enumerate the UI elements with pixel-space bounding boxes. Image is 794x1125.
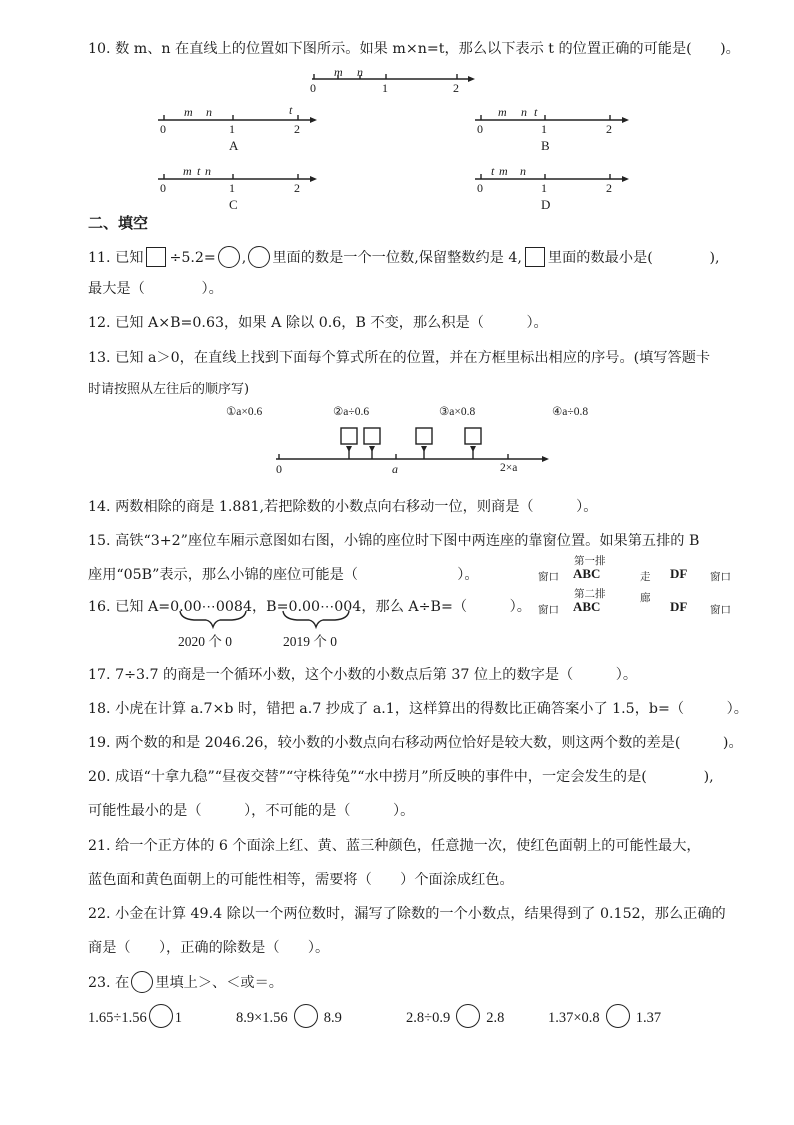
q23-text: 23. 在 里填上＞、＜或＝。 <box>88 971 283 993</box>
q21-line2: 蓝色面和黄色面朝上的可能性相等，需要将（ ）个面涂成红色。 <box>88 872 514 888</box>
option-b: B <box>541 138 550 153</box>
seats-abc-1: ABC <box>573 566 601 581</box>
answer-box-3 <box>416 428 432 444</box>
a-m: m <box>184 105 193 119</box>
q14-text: 14. 两数相除的商是 1.881,若把除数的小数点向右移动一位，则商是（ ）。 <box>88 499 598 515</box>
q22-line2: 商是（ ），正确的除数是（ ）。 <box>88 940 330 956</box>
d-0: 0 <box>477 181 483 195</box>
aisle-2: 廊 <box>640 592 651 604</box>
a-2: 2 <box>294 122 300 136</box>
b-n: n <box>521 105 527 119</box>
option-d: D <box>541 197 551 212</box>
c-t: t <box>197 164 201 178</box>
q11-line2: 最大是（ ）。 <box>88 281 223 297</box>
option-c: C <box>229 197 238 212</box>
b-m: m <box>498 105 507 119</box>
brace-1-label: 2020 个 0 <box>178 634 232 649</box>
q13-line2: 时请按照从左往后的顺序写) <box>88 382 250 397</box>
a-n: n <box>206 105 212 119</box>
d-n: n <box>520 164 526 178</box>
c-0: 0 <box>160 181 166 195</box>
top-2: 2 <box>453 81 459 95</box>
q12-text: 12. 已知 A×B=0.63，如果 A 除以 0.6，B 不变，那么积是（ ）。 <box>88 315 548 331</box>
a-1: 1 <box>229 122 235 136</box>
q15-line1: 15. 高铁“3+2”座位车厢示意图如右图，小锦的座位时下图中两连座的靠窗位置。如果第五排的 B <box>88 533 700 549</box>
expr-4: ④a÷0.8 <box>552 406 589 418</box>
expr-2: ②a÷0.6 <box>333 406 370 418</box>
top-n: n <box>357 65 363 79</box>
q18-text: 18. 小虎在计算 a.7×b 时，错把 a.7 抄成了 a.1，这样算出的得数比正确答案小了 1.5，b=（ ）。 <box>88 701 748 717</box>
window-right-2: 窗口 <box>710 604 731 616</box>
b-0: 0 <box>477 122 483 136</box>
q23-compare-2: 8.9×1.56 8.9 <box>236 1004 342 1028</box>
window-left-2: 窗口 <box>538 604 559 616</box>
compare-circle <box>606 1004 630 1028</box>
square-blank <box>525 247 545 267</box>
q17-text: 17. 7÷3.7 的商是一个循环小数，这个小数的小数点后第 37 位上的数字是（ ）。 <box>88 667 638 683</box>
top-0: 0 <box>310 81 316 95</box>
d-1: 1 <box>541 181 547 195</box>
top-1: 1 <box>382 81 388 95</box>
q13-a: a <box>392 462 398 476</box>
expr-3: ③a×0.8 <box>439 406 476 418</box>
a-0: 0 <box>160 122 166 136</box>
row-2-label: 第二排 <box>574 588 606 600</box>
d-m: m <box>499 164 508 178</box>
q19-text: 19. 两个数的和是 2046.26，较小数的小数点向右移动两位恰好是较大数，则这两个数的差是( )。 <box>88 735 743 751</box>
top-m: m <box>334 65 343 79</box>
square-blank <box>146 247 166 267</box>
q11-line1: 11. 已知 ÷5.2= , 里面的数是一个一位数,保留整数约是 4, 里面的数最小是( ), <box>88 246 720 268</box>
expr-1: ①a×0.6 <box>226 406 263 418</box>
q20-line1: 20. 成语“十拿九稳”“昼夜交替”“守株待兔”“水中捞月”所反映的事件中，一定会发生的是( ), <box>88 769 714 785</box>
q20-line2: 可能性最小的是（ ），不可能的是（ ）。 <box>88 803 415 819</box>
q22-line1: 22. 小金在计算 49.4 除以一个两位数时，漏写了除数的一个小数点，结果得到了 0.152，那么正确的 <box>88 906 726 922</box>
compare-circle <box>149 1004 173 1028</box>
d-2: 2 <box>606 181 612 195</box>
q13-zero: 0 <box>276 462 282 476</box>
q23-compare-3: 2.8÷0.9 2.8 <box>406 1004 504 1028</box>
circle-blank <box>248 246 270 268</box>
compare-circle <box>456 1004 480 1028</box>
brace-2-label: 2019 个 0 <box>283 634 337 649</box>
option-a: A <box>229 138 239 153</box>
seats-df-1: DF <box>670 566 688 581</box>
circle-blank <box>218 246 240 268</box>
q13-2a: 2×a <box>500 462 518 474</box>
c-1: 1 <box>229 181 235 195</box>
circle-blank <box>131 971 153 993</box>
q15-line2: 座用“05B”表示，那么小锦的座位可能是（ ）。 <box>88 567 479 583</box>
c-m: m <box>183 164 192 178</box>
q16-text: 16. 已知 A=0.00⋯0084，B=0.00⋯004，那么 A÷B=（ ）。 <box>88 599 531 615</box>
q23-compare-1: 1.65÷1.56 1 <box>88 1004 182 1028</box>
window-right-1: 窗口 <box>710 571 731 583</box>
q10-text: 10. 数 m、n 在直线上的位置如下图所示。如果 m×n=t，那么以下表示 t 的位置正确的可能是( )。 <box>88 41 740 57</box>
q13-text: 13. 已知 a＞0，在直线上找到下面每个算式所在的位置，并在方框里标出相应的序号。(填写答题卡 <box>88 350 711 366</box>
b-t: t <box>534 105 538 119</box>
a-t: t <box>289 103 293 117</box>
seats-df-2: DF <box>670 599 688 614</box>
q21-line1: 21. 给一个正方体的 6 个面涂上红、黄、蓝三种颜色，任意抛一次，使红色面朝上的可能性最大， <box>88 838 701 854</box>
answer-box-1 <box>341 428 357 444</box>
c-2: 2 <box>294 181 300 195</box>
q23-compare-4: 1.37×0.8 1.37 <box>548 1004 661 1028</box>
d-t: t <box>491 164 495 178</box>
aisle-1: 走 <box>640 571 651 583</box>
c-n: n <box>205 164 211 178</box>
answer-box-4 <box>465 428 481 444</box>
window-left-1: 窗口 <box>538 571 559 583</box>
seats-abc-2: ABC <box>573 599 601 614</box>
b-2: 2 <box>606 122 612 136</box>
compare-circle <box>294 1004 318 1028</box>
section-heading: 二、填空 <box>88 214 149 232</box>
answer-box-2 <box>364 428 380 444</box>
b-1: 1 <box>541 122 547 136</box>
row-1-label: 第一排 <box>574 555 606 567</box>
